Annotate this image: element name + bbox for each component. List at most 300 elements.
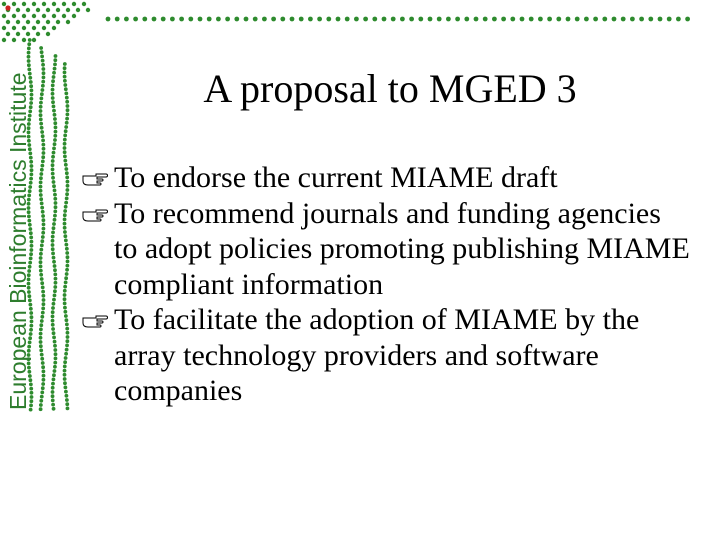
decorative-dot	[630, 17, 635, 22]
decorative-dot	[65, 247, 69, 251]
decorative-dot	[299, 17, 304, 22]
decorative-dot	[22, 14, 26, 18]
decorative-dot	[63, 79, 67, 83]
decorative-dot	[66, 260, 70, 264]
decorative-dot	[39, 97, 43, 101]
decorative-dot	[65, 192, 69, 196]
decorative-dot	[22, 38, 26, 42]
decorative-dot	[39, 172, 43, 176]
decorative-dot	[41, 386, 45, 390]
decorative-dot	[63, 360, 67, 364]
decorative-dot	[39, 101, 43, 105]
decorative-dot	[262, 17, 267, 22]
decorative-dot	[41, 307, 45, 311]
decorative-dot	[51, 315, 55, 319]
decorative-dot	[12, 2, 16, 6]
decorative-dot	[42, 374, 46, 378]
decorative-dot	[52, 184, 56, 188]
decorative-dot	[36, 8, 40, 12]
decorative-dot	[53, 365, 57, 369]
decorative-dot	[52, 378, 56, 382]
decorative-dot	[418, 17, 423, 22]
decorative-dot	[64, 243, 68, 247]
decorative-dot	[63, 83, 67, 87]
decorative-dot	[53, 361, 57, 365]
decorative-dot	[40, 244, 44, 248]
decorative-dot	[326, 17, 331, 22]
decorative-dot	[51, 235, 55, 239]
decorative-dot	[22, 26, 26, 30]
decorative-dot	[40, 202, 44, 206]
decorative-dot	[66, 20, 70, 24]
decorative-dot	[41, 370, 45, 374]
decorative-dot	[54, 277, 58, 281]
decorative-dot	[39, 323, 43, 327]
decorative-dot	[474, 17, 479, 22]
decorative-dot	[65, 197, 69, 201]
decorative-dot	[308, 17, 313, 22]
decorative-dot	[64, 314, 68, 318]
decorative-dot	[39, 105, 43, 109]
decorative-dot	[40, 130, 44, 134]
decorative-dot	[39, 344, 43, 348]
decorative-dot	[65, 188, 69, 192]
institute-name: European Bioinformatics Institute	[5, 72, 31, 410]
decorative-dot	[65, 398, 69, 402]
decorative-dot	[27, 42, 31, 46]
decorative-dot	[62, 14, 66, 18]
decorative-dot	[391, 17, 396, 22]
decorative-dot	[32, 26, 36, 30]
decorative-dot	[64, 239, 68, 243]
decorative-dot	[64, 352, 68, 356]
bullet-item-2	[80, 196, 690, 303]
decorative-dot	[54, 352, 58, 356]
decorative-dot	[39, 273, 43, 277]
decorative-dot	[42, 227, 46, 231]
decorative-dot	[63, 293, 67, 297]
decorative-dot	[40, 315, 44, 319]
decorative-dot	[428, 17, 433, 22]
decorative-dot	[648, 17, 653, 22]
decorative-dot	[54, 201, 58, 205]
decorative-dot	[52, 14, 56, 18]
decorative-dot	[54, 205, 58, 209]
decorative-dot	[42, 2, 46, 6]
decorative-dot	[51, 306, 55, 310]
decorative-dot	[65, 121, 69, 125]
decorative-dot	[52, 147, 56, 151]
decorative-dot	[72, 2, 76, 6]
decorative-dot	[133, 17, 138, 22]
decorative-dot	[39, 340, 43, 344]
decorative-dot	[63, 302, 67, 306]
decorative-dot	[63, 159, 67, 163]
decorative-dot	[63, 310, 67, 314]
decorative-dot	[53, 138, 57, 142]
decorative-dot	[46, 20, 50, 24]
decorative-dot	[53, 193, 57, 197]
decorative-dot	[271, 17, 276, 22]
decorative-dot	[39, 46, 43, 50]
decorative-dot	[2, 26, 6, 30]
decorative-dot	[65, 96, 69, 100]
decorative-dot	[52, 373, 56, 377]
decorative-dot	[455, 17, 460, 22]
decorative-dot	[65, 176, 69, 180]
decorative-dot	[53, 113, 57, 117]
decorative-dot	[40, 164, 44, 168]
decorative-dot	[51, 239, 55, 243]
decorative-dot	[372, 17, 377, 22]
decorative-dot	[56, 20, 60, 24]
decorative-dot	[51, 100, 55, 104]
decorative-dot	[409, 17, 414, 22]
decorative-dot	[39, 109, 43, 113]
decorative-dot	[538, 17, 543, 22]
decorative-dot	[593, 17, 598, 22]
decorative-dot	[42, 147, 46, 151]
decorative-dot	[63, 297, 67, 301]
decorative-dot	[501, 17, 506, 22]
decorative-dot	[41, 143, 45, 147]
decorative-dot	[52, 151, 56, 155]
decorative-dot	[65, 339, 69, 343]
decorative-dot	[63, 134, 67, 138]
decorative-dot	[317, 17, 322, 22]
decorative-dot	[63, 146, 67, 150]
decorative-dot	[52, 222, 56, 226]
decorative-dot	[76, 8, 80, 12]
decorative-dot	[667, 17, 672, 22]
decorative-dot	[41, 235, 45, 239]
decorative-dot	[39, 189, 43, 193]
decorative-dot	[363, 17, 368, 22]
decorative-dot	[39, 407, 43, 411]
decorative-dot	[685, 17, 690, 22]
decorative-dot	[65, 100, 69, 104]
decorative-dot	[65, 113, 69, 117]
decorative-dot	[53, 121, 57, 125]
decorative-dot	[53, 285, 57, 289]
bullet-text: To recommend journals and funding agencies to adopt policies promoting publishing MIAME compliant information	[114, 196, 690, 301]
decorative-dot	[53, 264, 57, 268]
decorative-dot	[198, 17, 203, 22]
decorative-dot	[41, 382, 45, 386]
decorative-dot	[12, 38, 16, 42]
decorative-dot	[42, 14, 46, 18]
decorative-dot	[63, 209, 67, 213]
decorative-dot	[382, 17, 387, 22]
decorative-dot	[53, 214, 57, 218]
decorative-dot	[40, 281, 44, 285]
decorative-dot	[42, 71, 46, 75]
decorative-dot	[64, 201, 68, 205]
decorative-dot	[42, 76, 46, 80]
decorative-dot	[676, 17, 681, 22]
decorative-dot	[66, 108, 70, 112]
decorative-dot	[32, 14, 36, 18]
decorative-dot	[51, 79, 55, 83]
decorative-dot	[63, 226, 67, 230]
decorative-dot	[64, 163, 68, 167]
slide-title: A proposal to MGED 3	[203, 66, 577, 111]
decorative-dot	[52, 260, 56, 264]
decorative-dot	[51, 394, 55, 398]
decorative-dot	[53, 289, 57, 293]
decorative-dot	[39, 256, 43, 260]
decorative-dot	[53, 273, 57, 277]
decorative-dot	[253, 17, 258, 22]
decorative-dot	[170, 17, 175, 22]
decorative-dot	[53, 348, 57, 352]
decorative-dot	[41, 218, 45, 222]
decorative-dot	[51, 163, 55, 167]
decorative-dot	[53, 294, 57, 298]
decorative-dot	[63, 230, 67, 234]
decorative-dot	[53, 134, 57, 138]
decorative-dot	[124, 17, 129, 22]
decorative-dot	[41, 139, 45, 143]
decorative-dot	[2, 38, 6, 42]
decorative-dot	[39, 269, 43, 273]
decorative-dot	[216, 17, 221, 22]
decorative-dot	[39, 349, 43, 353]
decorative-dot	[51, 386, 55, 390]
decorative-dot	[584, 17, 589, 22]
decorative-dot	[5, 5, 10, 10]
decorative-dot	[41, 290, 45, 294]
decorative-dot	[41, 214, 45, 218]
decorative-dot	[40, 88, 44, 92]
decorative-dot	[66, 335, 70, 339]
decorative-dot	[63, 369, 67, 373]
decorative-dot	[63, 234, 67, 238]
decorative-dot	[42, 302, 46, 306]
decorative-dot	[39, 248, 43, 252]
decorative-dot	[54, 357, 58, 361]
decorative-dot	[22, 2, 26, 6]
decorative-dot	[63, 381, 67, 385]
decorative-dot	[65, 251, 69, 255]
decorative-dot	[39, 399, 43, 403]
decorative-dot	[82, 2, 86, 6]
decorative-dot	[63, 75, 67, 79]
decorative-dot	[41, 67, 45, 71]
decorative-dot	[51, 172, 55, 176]
decorative-dot	[39, 328, 43, 332]
decorative-dot	[63, 289, 67, 293]
decorative-dot	[63, 377, 67, 381]
decorative-dot	[40, 319, 44, 323]
decorative-dot	[65, 394, 69, 398]
decorative-dot	[52, 71, 56, 75]
decorative-dot	[51, 155, 55, 159]
decorative-dot	[54, 281, 58, 285]
decorative-dot	[53, 369, 57, 373]
decorative-dot	[16, 8, 20, 12]
decorative-dot	[39, 265, 43, 269]
decorative-dot	[63, 155, 67, 159]
decorative-dot	[64, 129, 68, 133]
decorative-dot	[658, 17, 663, 22]
decorative-dot	[464, 17, 469, 22]
decorative-dot	[46, 32, 50, 36]
decorative-dot	[39, 197, 43, 201]
decorative-dot	[52, 226, 56, 230]
decorative-dot	[66, 104, 70, 108]
decorative-dot	[40, 357, 44, 361]
decorative-dot	[52, 75, 56, 79]
decorative-dot	[51, 403, 55, 407]
decorative-dot	[53, 210, 57, 214]
decorative-dot	[51, 159, 55, 163]
decorative-dot	[41, 84, 45, 88]
decorative-dot	[65, 264, 69, 268]
decorative-dot	[66, 184, 70, 188]
decorative-dot	[32, 38, 36, 42]
decorative-dot	[280, 17, 285, 22]
decorative-dot	[290, 17, 295, 22]
decorative-dot	[26, 8, 30, 12]
decorative-dot	[64, 92, 68, 96]
decorative-dot	[51, 243, 55, 247]
decorative-dot	[602, 17, 607, 22]
decorative-dot	[142, 17, 147, 22]
decorative-dot	[42, 378, 46, 382]
decorative-dot	[64, 87, 68, 91]
decorative-dot	[39, 403, 43, 407]
decorative-dot	[621, 17, 626, 22]
decorative-dot	[40, 55, 44, 59]
decorative-dot	[6, 32, 10, 36]
decorative-dot	[65, 327, 69, 331]
decorative-dot	[6, 20, 10, 24]
decorative-dot	[39, 336, 43, 340]
decorative-dot	[42, 26, 46, 30]
decorative-dot	[51, 382, 55, 386]
decorative-dot	[179, 17, 184, 22]
decorative-dot	[40, 126, 44, 130]
decorative-dot	[52, 109, 56, 113]
bullet-item-3	[80, 302, 690, 409]
decorative-dot	[52, 336, 56, 340]
decorative-dot	[63, 386, 67, 390]
decorative-dot	[39, 332, 43, 336]
decorative-dot	[40, 395, 44, 399]
decorative-dot	[36, 32, 40, 36]
decorative-dot	[639, 17, 644, 22]
decorative-dot	[12, 26, 16, 30]
decorative-dot	[52, 298, 56, 302]
bullet-item-1	[80, 160, 690, 196]
decorative-dot	[41, 134, 45, 138]
decorative-dot	[437, 17, 442, 22]
decorative-dot	[575, 17, 580, 22]
decorative-dot	[26, 32, 30, 36]
decorative-dot	[42, 223, 46, 227]
decorative-dot	[39, 185, 43, 189]
decorative-dot	[12, 14, 16, 18]
decorative-dot	[46, 8, 50, 12]
decorative-dot	[52, 256, 56, 260]
decorative-dot	[52, 407, 56, 411]
decorative-dot	[244, 17, 249, 22]
decorative-dot	[53, 63, 57, 67]
decorative-dot	[547, 17, 552, 22]
decorative-dot	[510, 17, 515, 22]
decorative-dot	[63, 306, 67, 310]
decorative-dot	[63, 373, 67, 377]
decorative-dot	[2, 2, 6, 6]
decorative-dot	[556, 17, 561, 22]
decorative-dot	[65, 268, 69, 272]
decorative-dot	[51, 327, 55, 331]
decorative-dot	[51, 252, 55, 256]
decorative-dot	[51, 399, 55, 403]
decorative-dot	[39, 118, 43, 122]
decorative-dot	[65, 348, 69, 352]
decorative-dot	[42, 298, 46, 302]
decorative-dot	[54, 126, 58, 130]
decorative-dot	[62, 2, 66, 6]
decorative-dot	[64, 167, 68, 171]
decorative-dot	[63, 213, 67, 217]
decorative-dot	[66, 8, 70, 12]
decorative-dot	[345, 17, 350, 22]
decorative-dot	[53, 197, 57, 201]
decorative-dot	[53, 117, 57, 121]
decorative-dot	[115, 17, 120, 22]
decorative-dot	[566, 17, 571, 22]
decorative-dot	[63, 285, 67, 289]
decorative-dot	[40, 168, 44, 172]
decorative-dot	[66, 180, 70, 184]
decorative-dot	[42, 151, 46, 155]
decorative-dot	[63, 222, 67, 226]
decorative-dot	[51, 96, 55, 100]
decorative-dot	[51, 319, 55, 323]
decorative-dot	[66, 255, 70, 259]
decorative-dot	[53, 189, 57, 193]
decorative-dot	[26, 20, 30, 24]
decorative-dot	[41, 210, 45, 214]
decorative-dot	[56, 8, 60, 12]
decorative-dot	[39, 260, 43, 264]
decorative-dot	[63, 150, 67, 154]
decorative-dot	[39, 193, 43, 197]
decorative-dot	[51, 390, 55, 394]
decorative-dot	[52, 302, 56, 306]
decorative-dot	[529, 17, 534, 22]
decorative-dot	[63, 71, 67, 75]
decorative-dot	[63, 66, 67, 70]
decorative-dot	[41, 365, 45, 369]
decorative-dot	[41, 160, 45, 164]
decorative-dot	[64, 276, 68, 280]
decorative-dot	[65, 171, 69, 175]
decorative-dot	[106, 17, 111, 22]
decorative-dot	[64, 125, 68, 129]
decorative-dot	[40, 391, 44, 395]
decorative-dot	[52, 331, 56, 335]
decorative-dot	[354, 17, 359, 22]
decorative-dot	[483, 17, 488, 22]
decorative-dot	[51, 176, 55, 180]
decorative-dot	[446, 17, 451, 22]
decorative-dot	[16, 32, 20, 36]
decorative-dot	[41, 361, 45, 365]
